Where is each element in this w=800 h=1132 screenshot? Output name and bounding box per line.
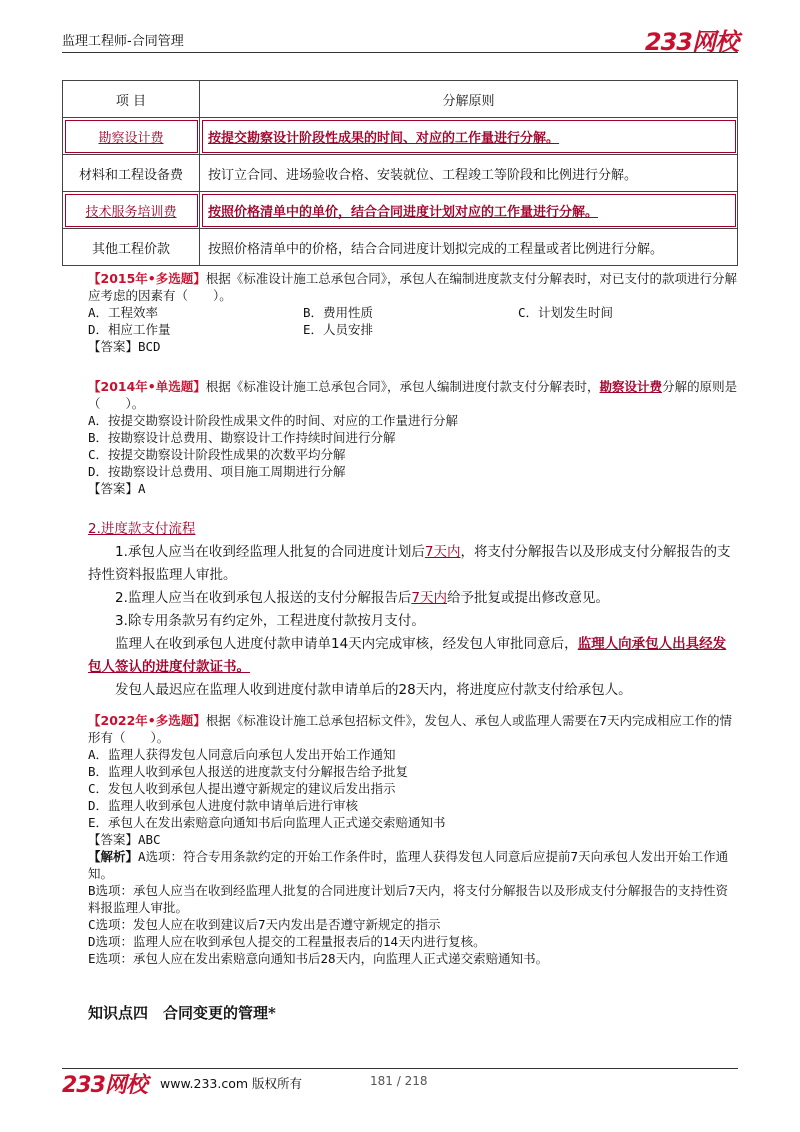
- question-2022: [88, 712, 738, 967]
- question-stem: 【2022年•多选题】根据《标准设计施工总承包招标文件》，发包人、承包人或监理人需要在7天内完成相应工作的情形有（ ）。: [88, 713, 733, 745]
- option-b: B．按勘察设计总费用、勘察设计工作持续时间进行分解: [88, 430, 396, 445]
- option-a: A．工程效率: [88, 305, 159, 320]
- option-row: [88, 304, 738, 321]
- question-stem: 【2015年•多选题】根据《标准设计施工总承包合同》，承包人在编制进度款支付分解表时，对已支付的款项进行分解应考虑的因素有（ ）。: [88, 271, 738, 303]
- table-header-row: [63, 81, 738, 118]
- decomposition-table: [62, 80, 738, 266]
- table-row: [63, 192, 738, 229]
- page-number: 181 / 218: [370, 1074, 428, 1088]
- highlight-text: 勘察设计费: [599, 379, 663, 394]
- footer-divider: [62, 1068, 738, 1069]
- option-d: D．相应工作量: [88, 322, 171, 337]
- answer: 【答案】BCD: [88, 339, 161, 354]
- paragraph: 监理人在收到承包人进度付款申请单14天内完成审核，经发包人审批同意后，监理人向承包人出具经发包人签认的进度付款证书。: [88, 636, 727, 675]
- analysis-e: E选项：承包人应在发出索赔意向通知书后28天内，向监理人正式递交索赔通知书。: [88, 951, 549, 966]
- table-cell-rule: 按提交勘察设计阶段性成果的时间、对应的工作量进行分解。: [200, 118, 738, 155]
- question-2015: [88, 270, 738, 355]
- option-c: C．按提交勘察设计阶段性成果的次数平均分解: [88, 447, 346, 462]
- question-tag: 【2014年•单选题】: [88, 379, 206, 394]
- option-d: D．监理人收到承包人进度付款申请单后进行审核: [88, 798, 359, 813]
- paragraph: 1.承包人应当在收到经监理人批复的合同进度计划后7天内，将支付分解报告以及形成支付分解报告的支持性资料报监理人审批。: [88, 544, 731, 583]
- answer: 【答案】ABC: [88, 832, 161, 847]
- table-header-item: 项 目: [63, 81, 200, 118]
- table-header-rule: 分解原则: [200, 81, 738, 118]
- analysis-c: C选项：发包人应在收到建议后7天内发出是否遵守新规定的指示: [88, 917, 441, 932]
- option-b: B．监理人收到承包人报送的进度款支付分解报告给予批复: [88, 764, 409, 779]
- table-row: [63, 229, 738, 266]
- table-cell-item: 其他工程价款: [63, 229, 200, 266]
- footer-logo[interactable]: 233网校: [62, 1073, 147, 1098]
- table-cell-item: 技术服务培训费: [63, 192, 200, 229]
- section-title: 2.进度款支付流程: [88, 521, 196, 537]
- option-row: [88, 321, 738, 338]
- table-row: [63, 155, 738, 192]
- table-cell-item: 材料和工程设备费: [63, 155, 200, 192]
- option-a: A．监理人获得发包人同意后向承包人发出开始工作通知: [88, 747, 396, 762]
- option-e: E．人员安排: [303, 322, 374, 337]
- option-b: B．费用性质: [303, 305, 374, 320]
- paragraph: 发包人最迟应在监理人收到进度付款申请单后的28天内，将进度应付款支付给承包人。: [115, 682, 632, 698]
- analysis-d: D选项：监理人应在收到承包人提交的工程量报表后的14天内进行复核。: [88, 934, 486, 949]
- answer: 【答案】A: [88, 481, 146, 496]
- option-e: E．承包人在发出索赔意向通知书后向监理人正式递交索赔通知书: [88, 815, 446, 830]
- section-progress-payment: [88, 518, 738, 702]
- header-title: 监理工程师-合同管理: [62, 34, 184, 49]
- paragraph: 3.除专用条款另有约定外，工程进度付款按月支付。: [115, 613, 425, 629]
- knowledge-point-heading: 知识点四 合同变更的管理*: [88, 1004, 276, 1022]
- question-tag: 【2015年•多选题】: [88, 271, 206, 286]
- paragraph: 2.监理人应当在收到承包人报送的支付分解报告后7天内给予批复或提出修改意见。: [115, 590, 609, 606]
- option-a: A．按提交勘察设计阶段性成果文件的时间、对应的工作量进行分解: [88, 413, 459, 428]
- header-divider: [62, 52, 738, 53]
- brand-logo[interactable]: 233网校: [644, 28, 738, 56]
- option-d: D．按勘察设计总费用、项目施工周期进行分解: [88, 464, 346, 479]
- analysis: 【解析】A选项：符合专用条款约定的开始工作条件时，监理人获得发包人同意后应提前7天向承包人发出开始工作通知。: [88, 849, 729, 881]
- question-tag: 【2022年•多选题】: [88, 713, 206, 728]
- table-cell-item: 勘察设计费: [63, 118, 200, 155]
- question-2014: [88, 378, 738, 497]
- analysis-b: B选项：承包人应当在收到经监理人批复的合同进度计划后7天内，将支付分解报告以及形成支付分解报告的支持性资料报监理人审批。: [88, 883, 729, 915]
- question-stem: 【2014年•单选题】根据《标准设计施工总承包合同》，承包人编制进度付款支付分解表时，勘察设计费分解的原则是（ ）。: [88, 379, 738, 411]
- table-cell-rule: 按照价格清单中的价格，结合合同进度计划拟完成的工程量或者比例进行分解。: [200, 229, 738, 266]
- table-row: [63, 118, 738, 155]
- footer-site[interactable]: www.233.com 版权所有: [160, 1076, 302, 1091]
- table-cell-rule: 按照价格清单中的单价，结合合同进度计划对应的工作量进行分解。: [200, 192, 738, 229]
- option-c: C．计划发生时间: [518, 305, 614, 320]
- option-c: C．发包人收到承包人提出遵守新规定的建议后发出指示: [88, 781, 396, 796]
- table-cell-rule: 按订立合同、进场验收合格、安装就位、工程竣工等阶段和比例进行分解。: [200, 155, 738, 192]
